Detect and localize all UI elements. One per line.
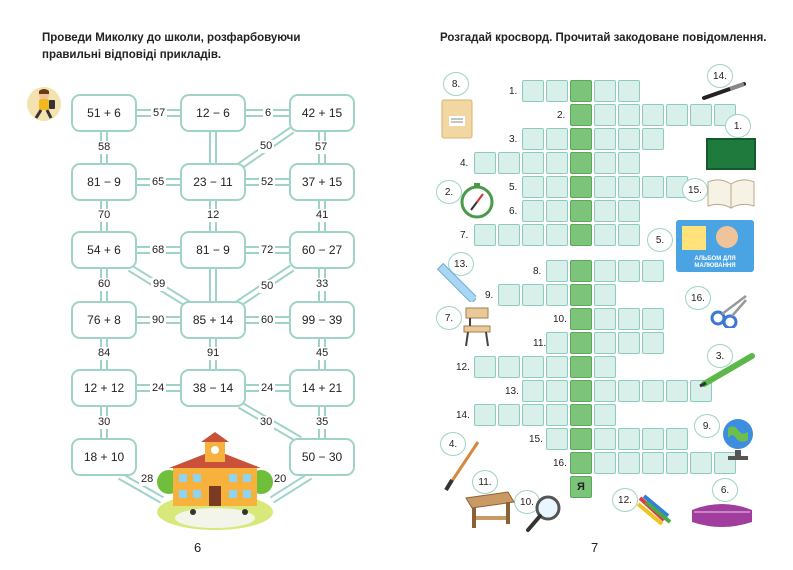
crossword-cell[interactable] (642, 332, 664, 354)
maze-answer-label[interactable]: 68 (152, 244, 165, 256)
maze-node[interactable]: 42 + 15 (289, 94, 355, 132)
row-number: 4. (460, 158, 469, 169)
crossword-cell[interactable] (618, 152, 640, 174)
globe-icon (718, 416, 758, 462)
crossword-cell[interactable] (546, 128, 568, 150)
school-chair-icon (458, 304, 496, 348)
maze-node[interactable]: 81 − 9 (71, 163, 137, 201)
maze-answer-label[interactable]: 41 (316, 209, 329, 221)
maze-node[interactable]: 23 − 11 (180, 163, 246, 201)
clue-badge: 12. (612, 488, 638, 512)
page-number-right: 7 (591, 540, 599, 555)
maze-answer-label[interactable]: 60 (261, 314, 274, 326)
maze-answer-label[interactable]: 30 (98, 416, 111, 428)
crossword-key-cell[interactable] (570, 104, 592, 126)
compass-icon (458, 180, 496, 220)
clue-badge: 4. (440, 432, 466, 456)
left-page (0, 0, 396, 570)
maze-answer-label[interactable]: 57 (315, 141, 328, 153)
maze-answer-label[interactable]: 52 (261, 176, 274, 188)
row-number: 15. (529, 434, 543, 445)
crossword-cell[interactable] (618, 452, 640, 474)
crossword-cell[interactable] (642, 260, 664, 282)
crossword-cell[interactable] (522, 152, 544, 174)
crossword-key-cell[interactable] (570, 224, 592, 246)
crossword-cell[interactable] (522, 224, 544, 246)
crossword-cell[interactable] (642, 176, 664, 198)
crossword-cell[interactable] (666, 452, 688, 474)
page-number-left: 6 (194, 540, 202, 555)
crossword-cell[interactable] (594, 284, 616, 306)
pen-icon (700, 80, 748, 102)
crossword-key-cell[interactable] (570, 380, 592, 402)
maze-answer-label[interactable]: 60 (98, 278, 111, 290)
maze-answer-label[interactable]: 57 (153, 107, 166, 119)
crossword-cell[interactable] (498, 224, 520, 246)
clue-badge: 7. (436, 306, 462, 330)
maze-answer-label[interactable]: 20 (274, 473, 287, 485)
row-number: 12. (456, 362, 470, 373)
row-number: 9. (485, 290, 494, 301)
row-number: 7. (460, 230, 469, 241)
crossword-cell[interactable] (594, 152, 616, 174)
maze-answer-label[interactable]: 50 (260, 140, 273, 152)
maze-answer-label[interactable]: 12 (207, 209, 220, 221)
row-number: 13. (505, 386, 519, 397)
crossword-cell[interactable] (618, 428, 640, 450)
crossword-cell[interactable] (642, 308, 664, 330)
crossword-cell[interactable] (594, 260, 616, 282)
crossword-cell[interactable] (618, 176, 640, 198)
maze-answer-label[interactable]: 6 (265, 107, 272, 119)
crossword-cell[interactable] (594, 380, 616, 402)
crossword-key-cell[interactable] (570, 284, 592, 306)
maze-node[interactable]: 54 + 6 (71, 231, 137, 269)
maze-node[interactable]: 99 − 39 (289, 301, 355, 339)
crossword-cell[interactable] (498, 404, 520, 426)
crossword-cell[interactable] (522, 284, 544, 306)
crossword-cell[interactable] (522, 80, 544, 102)
clue-badge: 13. (448, 252, 474, 276)
maze-node[interactable]: 81 − 9 (180, 231, 246, 269)
row-number: 11. (533, 338, 547, 349)
row-number: 14. (456, 410, 470, 421)
crossword-cell[interactable] (594, 404, 616, 426)
clue-badge: 15. (682, 178, 708, 202)
pencil-icon (698, 352, 756, 390)
crossword-cell[interactable] (666, 428, 688, 450)
crossword-cell[interactable] (618, 260, 640, 282)
crossword-cell[interactable] (594, 356, 616, 378)
crossword-cell[interactable] (546, 200, 568, 222)
crossword-cell[interactable] (498, 152, 520, 174)
right-page (396, 0, 793, 570)
clue-badge: 3. (707, 344, 733, 368)
row-number: 16. (553, 458, 567, 469)
crossword-cell[interactable] (498, 356, 520, 378)
album-title: АЛЬБОМ ДЛЯ МАЛЮВАННЯ (694, 256, 736, 269)
maze-answer-label[interactable]: 72 (261, 244, 274, 256)
maze-answer-label[interactable]: 58 (98, 141, 111, 153)
maze-answer-label[interactable]: 45 (316, 347, 329, 359)
crossword-cell[interactable] (618, 200, 640, 222)
crossword-cell[interactable] (642, 128, 664, 150)
crossword-cell[interactable] (546, 356, 568, 378)
crossword-cell[interactable] (522, 380, 544, 402)
crossword-cell[interactable] (474, 224, 496, 246)
maze-answer-label[interactable]: 28 (141, 473, 154, 485)
crossword-cell[interactable] (618, 104, 640, 126)
felt-pens-icon (634, 494, 674, 528)
ruler-icon (436, 262, 476, 302)
clue-badge: 6. (712, 478, 738, 502)
maze-answer-label[interactable]: 90 (152, 314, 165, 326)
clue-badge: 16. (685, 286, 711, 310)
school-desk-icon (464, 488, 516, 532)
crossword-key-cell[interactable] (570, 452, 592, 474)
crossword-cell[interactable] (546, 380, 568, 402)
crossword-cell[interactable] (618, 308, 640, 330)
maze-answer-label[interactable]: 84 (98, 347, 111, 359)
maze-answer-label[interactable]: 24 (261, 382, 274, 394)
crossword-cell[interactable] (618, 332, 640, 354)
crossword-key-cell[interactable] (570, 356, 592, 378)
crossword-cell[interactable] (618, 80, 640, 102)
crossword-cell[interactable] (690, 104, 712, 126)
crossword-cell[interactable] (474, 356, 496, 378)
key-letter-cell: Я (570, 476, 592, 498)
magnifier-icon (524, 492, 566, 534)
crossword-key-cell[interactable] (570, 308, 592, 330)
boy-runner-icon (24, 86, 64, 122)
clue-badge: 9. (694, 414, 720, 438)
maze-instruction: Проведи Миколку до школи, розфарбовуючи правильні відповіді прикладів. (42, 32, 301, 61)
crossword-cell[interactable] (474, 404, 496, 426)
crossword-key-cell[interactable] (570, 332, 592, 354)
maze-answer-label[interactable]: 33 (316, 278, 329, 290)
crossword-cell[interactable] (594, 308, 616, 330)
crossword-key-cell[interactable] (570, 128, 592, 150)
open-book-icon (706, 176, 756, 210)
crossword-cell[interactable] (546, 224, 568, 246)
crossword-cell[interactable] (474, 152, 496, 174)
crossword-cell[interactable] (594, 104, 616, 126)
maze-node[interactable]: 85 + 14 (180, 301, 246, 339)
crossword-cell[interactable] (522, 200, 544, 222)
crossword-cell[interactable] (498, 284, 520, 306)
crossword-cell[interactable] (594, 200, 616, 222)
row-number: 5. (509, 182, 518, 193)
crossword-instruction: Розгадай кросворд. Прочитай закодоване повідомлення. (440, 32, 767, 44)
crossword-key-cell[interactable] (570, 404, 592, 426)
crossword-key-cell[interactable] (570, 260, 592, 282)
chalkboard-icon (706, 138, 756, 170)
row-number: 3. (509, 134, 518, 145)
clue-badge: 14. (707, 64, 733, 88)
crossword-cell[interactable] (594, 332, 616, 354)
crossword-cell[interactable] (666, 104, 688, 126)
clue-badge: 10. (514, 490, 540, 514)
school-building-icon (155, 432, 275, 532)
clue-badge: 11. (472, 470, 498, 494)
crossword-key-cell[interactable] (570, 428, 592, 450)
crossword-cell[interactable] (546, 260, 568, 282)
drawing-album-icon (676, 220, 754, 272)
row-number: 6. (509, 206, 518, 217)
maze-answer-label[interactable]: 99 (153, 278, 166, 290)
crossword-cell[interactable] (642, 428, 664, 450)
maze-node[interactable]: 38 − 14 (180, 369, 246, 407)
crossword-cell[interactable] (546, 332, 568, 354)
maze-answer-label[interactable]: 35 (316, 416, 329, 428)
crossword-cell[interactable] (522, 404, 544, 426)
maze-node[interactable]: 37 + 15 (289, 163, 355, 201)
crossword-cell[interactable] (666, 380, 688, 402)
maze-node[interactable]: 50 − 30 (289, 438, 355, 476)
crossword-cell[interactable] (546, 284, 568, 306)
crossword-cell[interactable] (546, 176, 568, 198)
crossword-cell[interactable] (690, 452, 712, 474)
maze-node[interactable]: 12 − 6 (180, 94, 246, 132)
crossword-key-cell[interactable] (570, 80, 592, 102)
crossword-cell[interactable] (522, 356, 544, 378)
row-number: 10. (553, 314, 567, 325)
crossword-key-cell[interactable] (570, 152, 592, 174)
maze-node[interactable]: 60 − 27 (289, 231, 355, 269)
maze-node[interactable]: 51 + 6 (71, 94, 137, 132)
crossword-cell[interactable] (546, 80, 568, 102)
crossword-cell[interactable] (594, 224, 616, 246)
crossword-cell[interactable] (546, 152, 568, 174)
row-number: 2. (557, 110, 566, 121)
crossword-cell[interactable] (522, 176, 544, 198)
scissors-icon (710, 292, 750, 328)
clue-badge: 1. (725, 114, 751, 138)
crossword-key-cell[interactable] (570, 200, 592, 222)
row-number: 1. (509, 86, 518, 97)
crossword-cell[interactable] (642, 104, 664, 126)
crossword-cell[interactable] (546, 428, 568, 450)
maze-node[interactable]: 76 + 8 (71, 301, 137, 339)
maze-answer-label[interactable]: 30 (260, 416, 273, 428)
maze-node[interactable]: 18 + 10 (71, 438, 137, 476)
maze-answer-label[interactable]: 91 (207, 347, 220, 359)
maze-node[interactable]: 14 + 21 (289, 369, 355, 407)
maze-answer-label[interactable]: 70 (98, 209, 111, 221)
maze-node[interactable]: 12 + 12 (71, 369, 137, 407)
crossword-cell[interactable] (618, 380, 640, 402)
crossword-cell[interactable] (594, 80, 616, 102)
crossword-cell[interactable] (594, 428, 616, 450)
crossword-cell[interactable] (642, 452, 664, 474)
paintbrush-icon (442, 440, 482, 494)
maze-answer-label[interactable]: 24 (152, 382, 165, 394)
crossword-cell[interactable] (522, 128, 544, 150)
maze-answer-label[interactable]: 65 (152, 176, 165, 188)
notebook-icon (440, 98, 474, 140)
crossword-cell[interactable] (642, 380, 664, 402)
clue-badge: 2. (436, 180, 462, 204)
row-number: 8. (533, 266, 542, 277)
crossword-key-cell[interactable] (570, 176, 592, 198)
crossword-cell[interactable] (594, 176, 616, 198)
crossword-cell[interactable] (618, 224, 640, 246)
clue-badge: 8. (443, 72, 469, 96)
maze-answer-label[interactable]: 50 (261, 280, 274, 292)
crossword-cell[interactable] (594, 452, 616, 474)
pencil-case-icon (688, 500, 756, 530)
crossword-cell[interactable] (594, 128, 616, 150)
crossword-cell[interactable] (618, 128, 640, 150)
clue-badge: 5. (647, 228, 673, 252)
crossword-cell[interactable] (546, 404, 568, 426)
